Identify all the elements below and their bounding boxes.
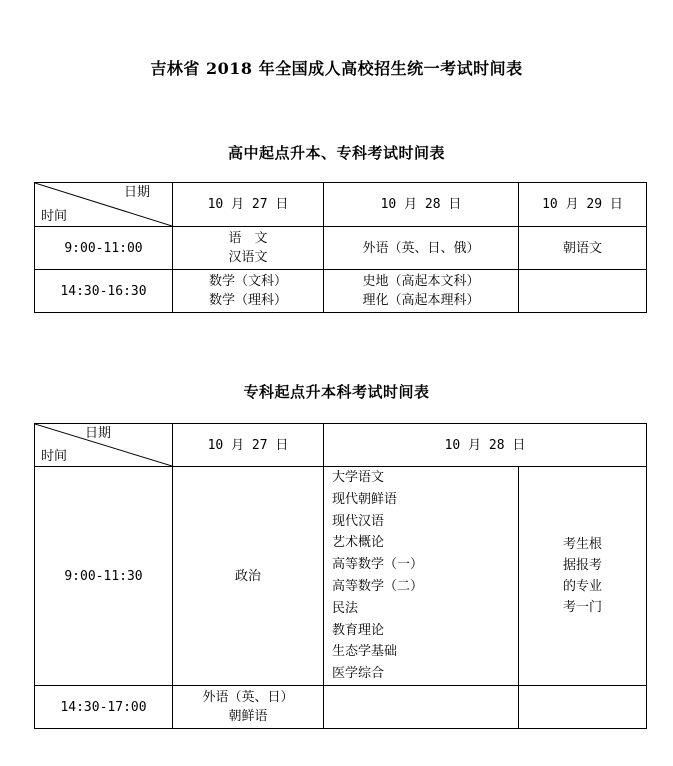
subject: 外语（英、日） [202, 690, 294, 705]
table1-diagonal-header [35, 183, 173, 227]
table2-date-28: 10 月 28 日 [324, 424, 647, 467]
table1 [34, 182, 647, 313]
list-item: 医学综合 [332, 666, 385, 682]
header-time-label: 时间 [41, 209, 68, 224]
time-cell: 9:00-11:30 [35, 467, 173, 686]
subject-cell [173, 270, 324, 313]
page-title: 吉林省 2018 年全国成人高校招生统一考试时间表 [150, 59, 523, 78]
table-row [35, 686, 647, 729]
subject-cell [324, 227, 519, 270]
note-line: 的专业 [563, 579, 603, 594]
note-line: 考生根 [563, 537, 603, 552]
subject: 数学（文科） [208, 274, 287, 289]
list-item: 现代朝鲜语 [332, 491, 398, 507]
subject: 数学（理科） [208, 293, 287, 308]
subject: 汉语文 [228, 250, 268, 265]
table2-date-27: 10 月 27 日 [173, 424, 324, 467]
table1-date-28: 10 月 28 日 [324, 183, 519, 227]
list-item: 艺术概论 [332, 535, 385, 551]
note-cell [519, 467, 647, 686]
time-cell: 9:00-11:00 [35, 227, 173, 270]
list-item: 大学语文 [332, 470, 385, 486]
subject: 外语（英、日、俄） [362, 240, 480, 256]
empty-cell [519, 686, 647, 729]
time-cell: 14:30-16:30 [35, 270, 173, 313]
subject: 朝语文 [562, 240, 602, 256]
table1-title: 高中起点升本、专科考试时间表 [227, 144, 445, 162]
header-date-label: 日期 [123, 185, 150, 200]
header-date-label: 日期 [85, 426, 112, 441]
list-item: 生态学基础 [332, 644, 398, 660]
table-row [35, 270, 647, 313]
note-line: 考一门 [563, 600, 603, 615]
subject-cell: 政治 [173, 467, 324, 686]
table2-title: 专科起点升本科考试时间表 [243, 383, 430, 401]
list-item: 高等数学（二） [332, 579, 424, 594]
list-item: 现代汉语 [332, 513, 385, 529]
note-line: 据报考 [563, 558, 603, 573]
table-row [35, 227, 647, 270]
table2-header-row [35, 424, 647, 467]
list-item: 教育理论 [332, 622, 385, 638]
header-time-label: 时间 [41, 449, 68, 464]
subject: 语 文 [228, 231, 268, 246]
table1-header-row [35, 183, 647, 227]
subject-cell [324, 270, 519, 313]
subject-cell [519, 227, 647, 270]
time-cell: 14:30-17:00 [35, 686, 173, 729]
table1-date-27: 10 月 27 日 [173, 183, 324, 227]
subject-cell [173, 227, 324, 270]
empty-cell [324, 686, 519, 729]
table2 [34, 423, 647, 729]
subject-cell [173, 686, 324, 729]
subject: 朝鲜语 [228, 709, 268, 724]
table2-diagonal-header [35, 424, 173, 467]
subject: 理化（高起本理科） [362, 293, 480, 308]
list-item: 民法 [332, 600, 359, 616]
subject-list-cell [324, 467, 519, 686]
table1-date-29: 10 月 29 日 [519, 183, 647, 227]
subject: 史地（高起本文科） [362, 274, 480, 289]
table-row [35, 467, 647, 686]
empty-cell [519, 270, 647, 313]
list-item: 高等数学（一） [332, 557, 424, 573]
